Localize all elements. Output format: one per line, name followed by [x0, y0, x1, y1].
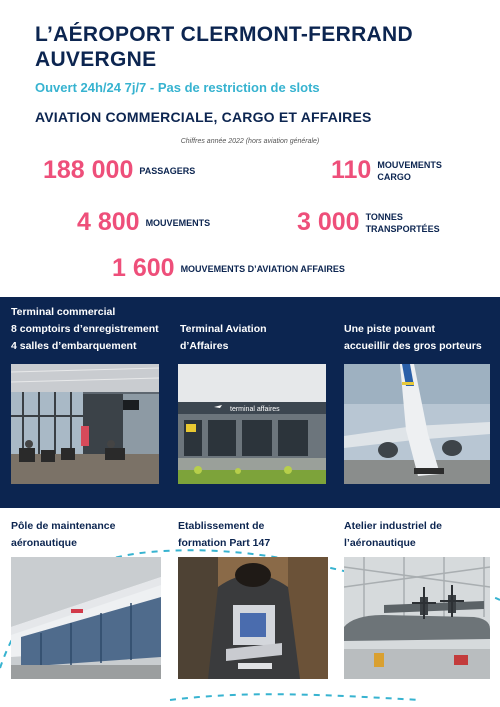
caption-training: [178, 518, 270, 552]
stats-footnote: Chiffres année 2022 (hors aviation générale): [180, 138, 320, 145]
photo-wide-body-aircraft: [344, 364, 490, 484]
stat-value: 110: [331, 156, 372, 184]
caption-line: Pôle de maintenance: [11, 520, 116, 532]
caption-line: d’Affaires: [180, 340, 229, 352]
stat-business-aviation: [112, 254, 345, 283]
caption-maintenance: [11, 518, 115, 552]
band-caption-commercial-terminal: [11, 304, 159, 355]
stat-movements: [77, 208, 210, 237]
caption-line: 8 comptoirs d’enregistrement: [11, 323, 159, 335]
band-caption-business-terminal: [180, 321, 267, 355]
title-line-1: L’AÉROPORT CLERMONT-FERRAND: [35, 23, 413, 46]
photo-terminal-interior: [11, 364, 159, 484]
stat-label: PASSAGERS: [139, 165, 196, 176]
stat-label-line-1: TONNES: [365, 211, 403, 222]
caption-line: formation Part 147: [178, 537, 271, 549]
title-line-2: AUVERGNE: [35, 48, 157, 71]
stat-label-line-2: TRANSPORTÉES: [365, 223, 440, 234]
caption-line: 4 salles d’embarquement: [11, 340, 137, 352]
caption-line: accueillir des gros porteurs: [344, 340, 482, 352]
page-title: [35, 22, 475, 72]
caption-line: l’aéronautique: [344, 537, 416, 549]
stat-label-line-1: MOUVEMENTS: [377, 159, 442, 170]
band-caption-runway: [344, 321, 482, 355]
stat-value: 188 000: [43, 156, 134, 184]
caption-line: Terminal commercial: [11, 306, 116, 318]
photo-industrial-workshop: [344, 557, 490, 679]
photo-maintenance-hangar: [11, 557, 161, 679]
stat-value: 4 800: [77, 208, 140, 236]
section-heading: AVIATION COMMERCIALE, CARGO ET AFFAIRES: [35, 109, 372, 125]
caption-line: Terminal Aviation: [180, 323, 267, 335]
photo-training-student: [178, 557, 328, 679]
photo-business-terminal: [178, 364, 326, 484]
stat-label: MOUVEMENTS: [145, 217, 211, 228]
stat-passengers: [43, 156, 195, 185]
stat-value: 3 000: [297, 208, 360, 236]
opening-hours-subtitle: Ouvert 24h/24 7j/7 - Pas de restriction de slots: [35, 80, 320, 95]
stat-value: 1 600: [112, 254, 175, 282]
caption-industrial-workshop: [344, 518, 442, 552]
stat-label: [366, 211, 440, 235]
stat-label-line-2: CARGO: [377, 171, 411, 182]
stat-cargo-moves: [331, 156, 442, 185]
terminal-sign-text: terminal affaires: [230, 406, 280, 413]
stat-tonnes: [297, 208, 440, 237]
caption-line: Atelier industriel de: [344, 520, 443, 532]
caption-line: Etablissement de: [178, 520, 265, 532]
stat-label: [377, 159, 442, 183]
caption-line: aéronautique: [11, 537, 77, 549]
caption-line: Une piste pouvant: [344, 323, 436, 335]
stat-label: MOUVEMENTS D’AVIATION AFFAIRES: [180, 263, 345, 274]
